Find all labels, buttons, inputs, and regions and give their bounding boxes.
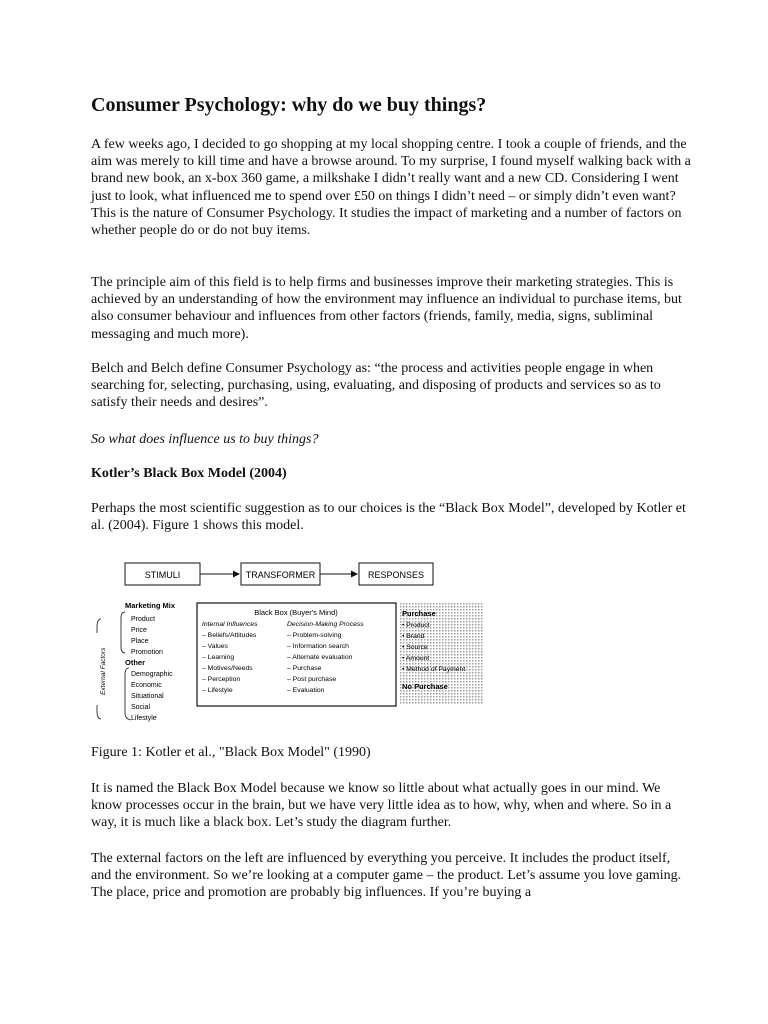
document-title: Consumer Psychology: why do we buy things?: [91, 94, 487, 116]
internal-influence-item: – Values: [202, 643, 228, 650]
figure-caption: Figure 1: Kotler et al., "Black Box Model" (1990): [91, 745, 371, 760]
internal-influence-item: – Motives/Needs: [202, 665, 253, 672]
no-purchase-label: No Purchase: [402, 682, 448, 691]
decision-process-item: – Evaluation: [287, 687, 325, 694]
responses-label: RESPONSES: [367, 570, 425, 580]
marketing-mix-item: Price: [131, 627, 147, 634]
marketing-mix-list: [131, 616, 163, 656]
paragraph-intro: A few weeks ago, I decided to go shopping at my local shopping centre. I took a couple of friends, and the aim was merely to kill time and have a browse around. To my surprise, I found myself walking back with a brand new book, an x-box 360 game, a milkshake I didn’t really want and a new CD. Considering I went just to look, what influenced me to spend over £50 on things I didn’t need – or simply didn’t even want? This is the nature of Consumer Psychology. It studies the impact of marketing and a number of factors on whether people do or do not buy items.: [91, 137, 691, 239]
purchase-item: • Product: [402, 622, 430, 629]
marketing-mix-item: Place: [131, 638, 149, 645]
paragraph-aim: The principle aim of this field is to help firms and businesses improve their marketing strategies. This is achieved by an understanding of how the environment may influence an individual to purchase items, but also consumer behaviour and influences from other factors (friends, family, media, signs, subliminal messaging and much more).: [91, 275, 682, 342]
other-item: Economic: [131, 682, 162, 689]
paragraph-question: So what does influence us to buy things?: [91, 432, 319, 447]
internal-influence-item: – Lifestyle: [202, 687, 233, 694]
decision-process-title: Decision-Making Process: [287, 621, 364, 628]
purchase-item: • Brand: [402, 633, 425, 640]
other-item: Lifestyle: [131, 715, 157, 722]
black-box-title: Black Box (Buyer's Mind): [254, 608, 338, 617]
internal-influences-title: Internal Influences: [202, 621, 258, 628]
other-item: Social: [131, 704, 151, 711]
purchase-title: Purchase: [402, 609, 436, 618]
other-title: Other: [125, 658, 146, 667]
decision-process-item: – Alternate evaluation: [287, 654, 353, 661]
stimuli-label: STIMULI: [144, 570, 181, 580]
purchase-item: • Amount: [402, 655, 430, 662]
external-factors-label: External Factors: [100, 647, 107, 695]
paragraph-definition: Belch and Belch define Consumer Psychology as: “the process and activities people engage in when searching for, selecting, purchasing, using, evaluating, and disposing of products and services so as to satisfy their needs and desires”.: [91, 361, 661, 411]
transformer-label: TRANSFORMER: [245, 570, 316, 580]
external-bracket-top: [97, 619, 101, 633]
marketing-mix-bracket: [121, 612, 125, 653]
purchase-item: • Method of Payment: [402, 666, 466, 673]
internal-influence-item: – Learning: [202, 654, 235, 661]
external-bracket-bottom: [97, 705, 101, 719]
other-item: Demographic: [131, 671, 173, 678]
paragraph-black-box-explanation: It is named the Black Box Model because we know so little about what actually goes in our mind. We know processes occur in the brain, but we have very little idea as to how, why, when and where. So in a way, it is much like a black box. Let’s study the diagram further.: [91, 781, 672, 831]
decision-process-item: – Purchase: [287, 665, 322, 672]
internal-influence-item: – Beliefs/Attitudes: [202, 632, 257, 639]
decision-process-item: – Information search: [287, 643, 349, 650]
internal-influence-item: – Perception: [202, 676, 241, 683]
black-box-model-figure: [91, 555, 511, 730]
decision-process-item: – Post purchase: [287, 676, 337, 683]
marketing-mix-item: Promotion: [131, 649, 163, 656]
black-box-diagram: [91, 555, 511, 730]
paragraph-model-intro: Perhaps the most scientific suggestion as to our choices is the “Black Box Model”, developed by Kotler et al. (2004). Figure 1 shows this model.: [91, 501, 686, 534]
section-heading: Kotler’s Black Box Model (2004): [91, 466, 287, 481]
other-item: Situational: [131, 693, 164, 700]
purchase-item: • Source: [402, 644, 428, 651]
decision-process-item: – Problem-solving: [287, 632, 342, 639]
marketing-mix-title: Marketing Mix: [125, 601, 176, 610]
marketing-mix-item: Product: [131, 616, 156, 623]
paragraph-external-factors: The external factors on the left are influenced by everything you perceive. It includes the product itself, and the environment. So we’re looking at a computer game – the product. Let’s assume you love gaming. The place, price and promotion are probably big influences. If you’re buying a: [91, 851, 682, 901]
other-list: [131, 671, 173, 722]
